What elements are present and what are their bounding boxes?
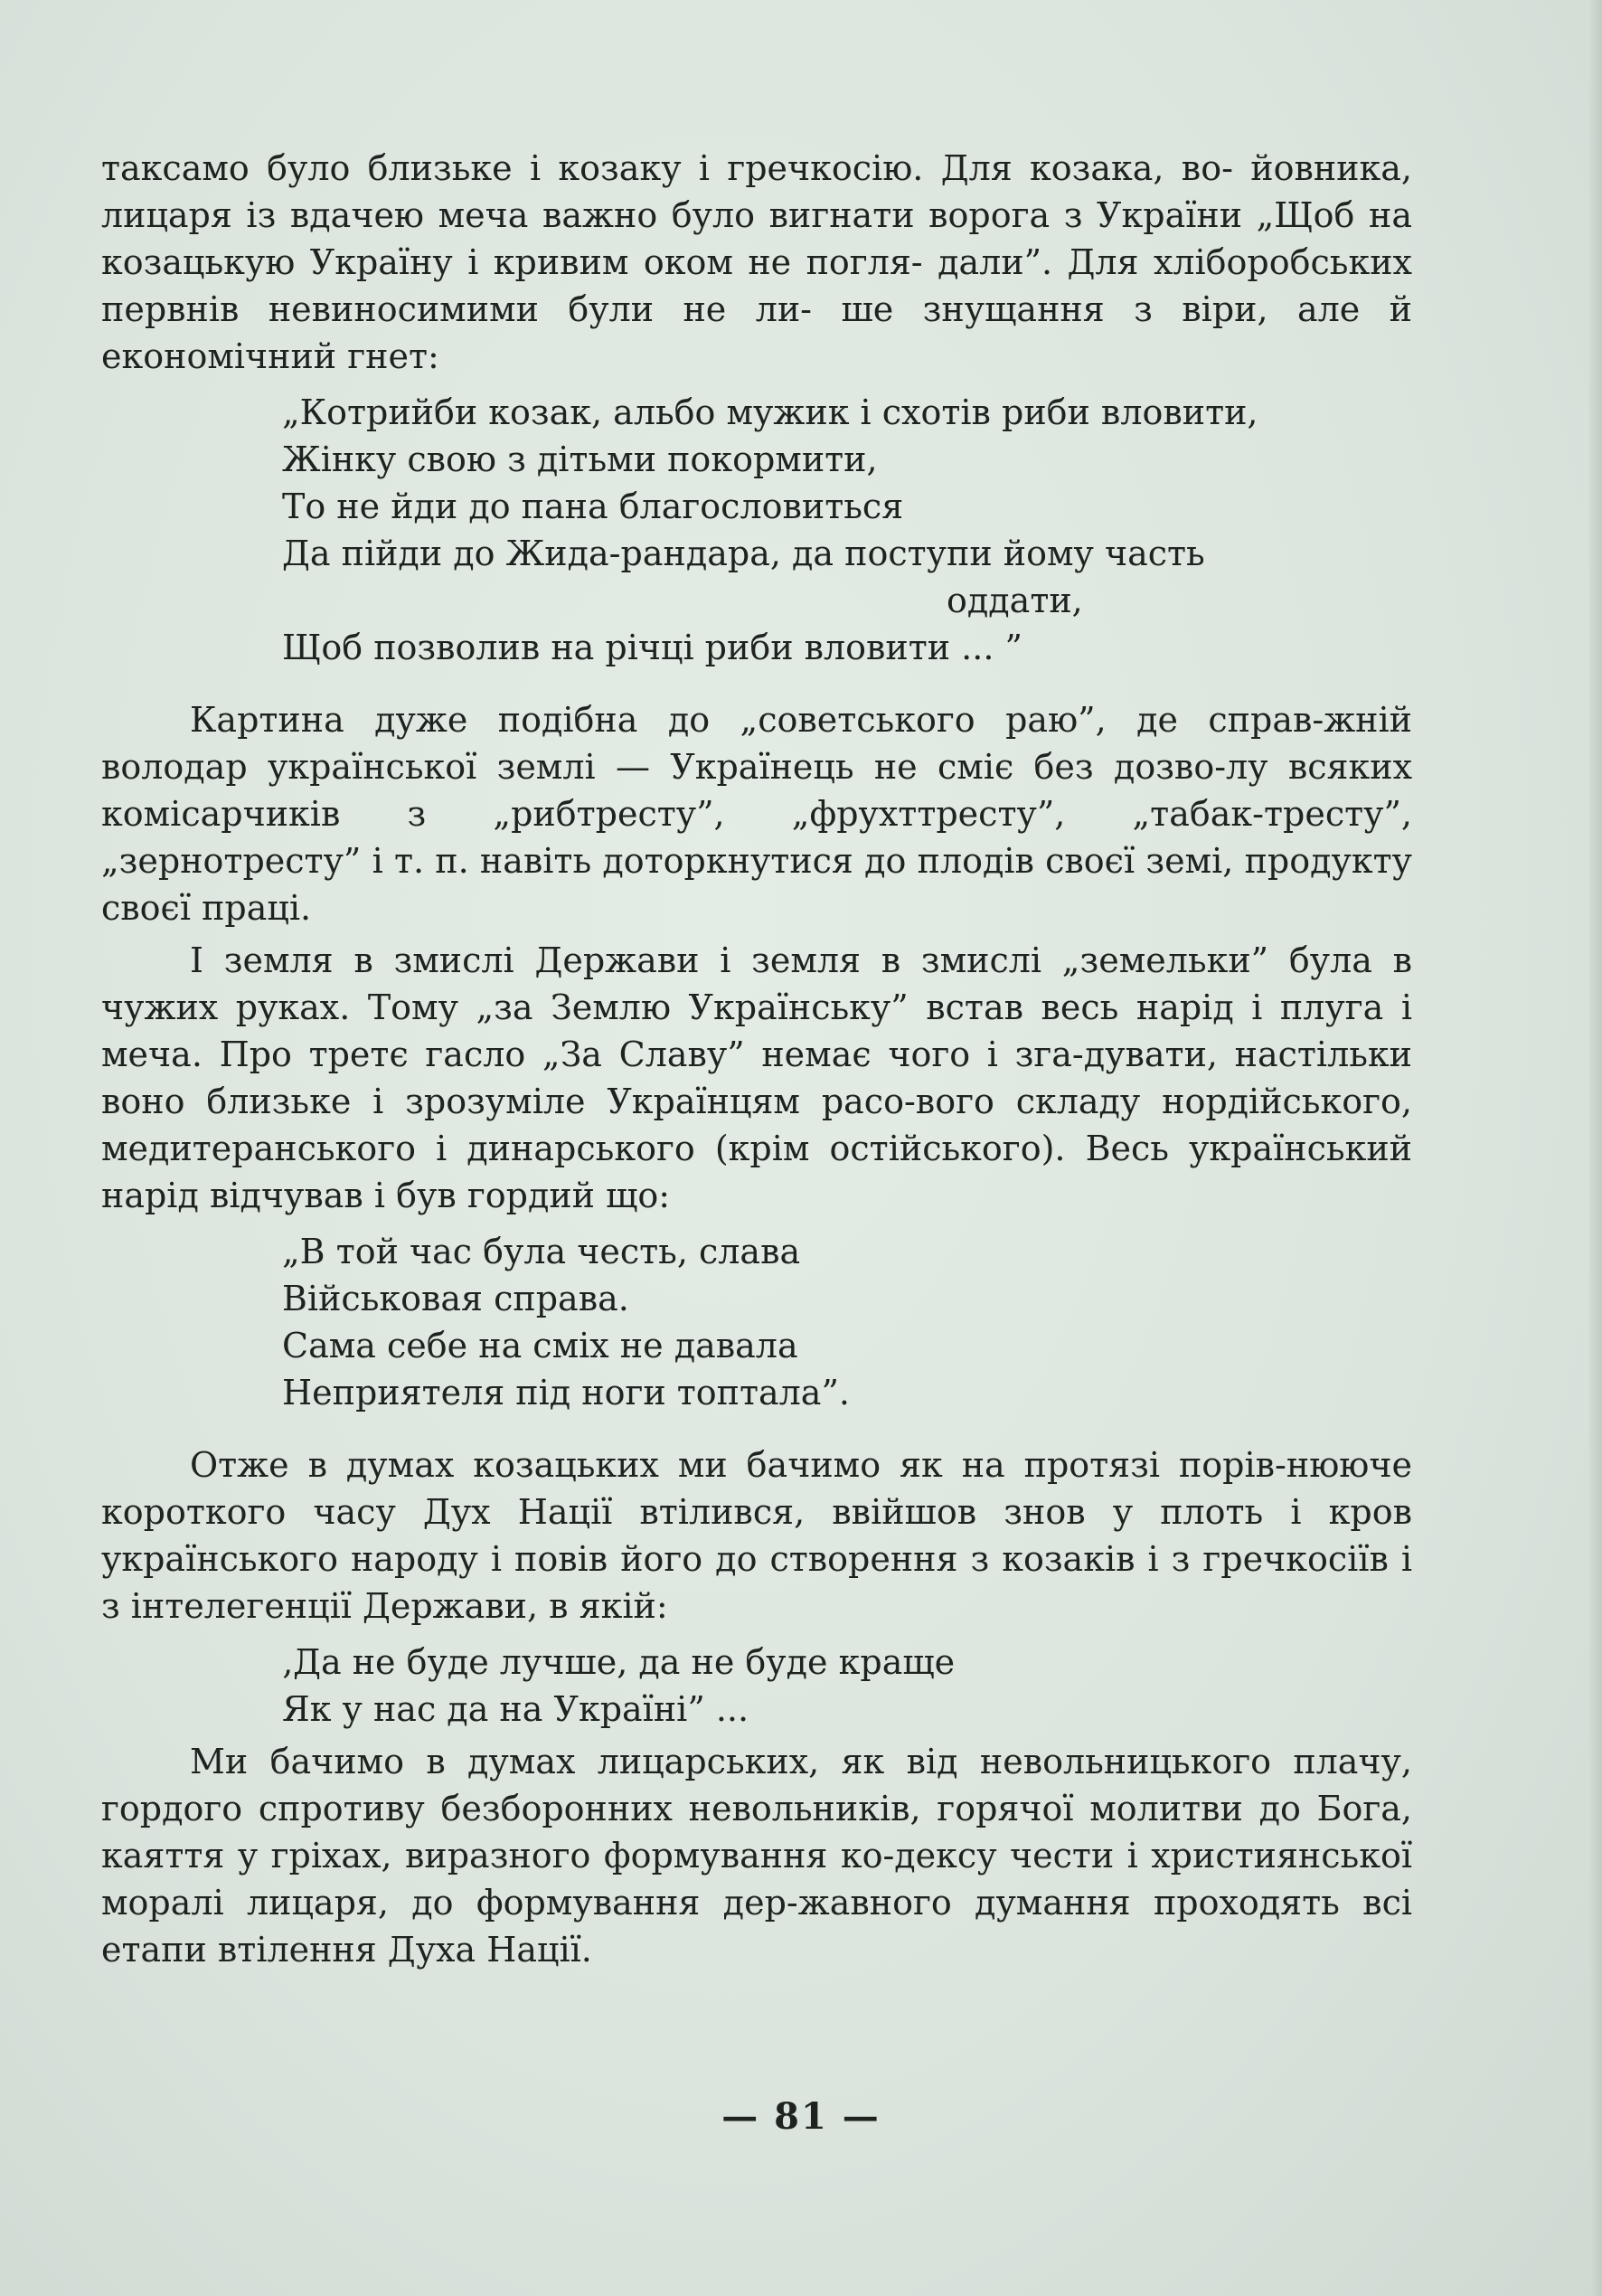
page-number: — 81 — (721, 2095, 881, 2138)
page-edge-shadow (1589, 0, 1602, 2296)
paragraph-1-line: України „Щоб на козацькую Україну і кривим оком не погля- (101, 195, 1412, 282)
text-column (101, 145, 1412, 1973)
paragraph-5: Ми бачимо в думах лицарських, як від невольницького плачу, гордого спротиву безборонних невольників, горячої молитви до Бога, каяття у гріхах, виразного формування ко-дексу чести і християнської моралі лицаря, до формування дер-жавного думання проходять всі етапи втілення Духа Нації. (101, 1742, 1412, 1970)
verse-line: Сама себе на сміх не давала (282, 1326, 798, 1365)
verse-block-3 (282, 1639, 1412, 1733)
verse-line: Жінку свою з дітьми покормити, (282, 439, 878, 479)
paragraph-1-line: таксамо було близьке і козаку і гречкосію. Для козака, во- (101, 148, 1233, 188)
verse-line: То не йди до пана благословиться (282, 487, 904, 526)
verse-line: Щоб позволив на річці риби вловити ... ” (282, 628, 1022, 667)
verse-line: Військовая справа. (282, 1279, 629, 1318)
paragraph-1-line: дали”. Для хліборобських первнів невиносимими були не ли- (101, 242, 1412, 329)
verse-line-continuation: оддати, (947, 581, 1083, 620)
verse-line: Неприятеля під ноги топтала”. (282, 1373, 850, 1413)
verse-block-2 (282, 1228, 1412, 1416)
verse-line: Да пійди до Жида-рандара, да поступи йому часть (282, 534, 1205, 573)
paragraph-2: Картина дуже подібна до „советського раю”, де справ-жній володар української землі — Українець не сміє без дозво-лу всяких комісарчиків з „рибтресту”, „фрухттресту”, „табак-тресту”, „зернотресту” і т. п. навіть доторкнутися до плодів своєї земі, продукту своєї праці. (101, 700, 1412, 928)
paragraph-3: І земля в змислі Держави і земля в змислі „земельки” була в чужих руках. Тому „за Землю Українську” встав весь нарід і плуга і меча. Про третє гасло „За Славу” немає чого і зга-дувати, настільки воно близьке і зрозуміле Українцям расо-вого складу нордійського, медитеранського і динарського (крім остійського). Весь український нарід відчував і був гордий що: (101, 940, 1412, 1215)
paragraph-1-line: йовника, лицаря із вдачею меча важно було вигнати ворога з (101, 148, 1412, 235)
verse-line: Як у нас да на Україні” ... (282, 1689, 749, 1729)
paragraph-1 (101, 145, 1412, 380)
paragraph-4: Отже в думах козацьких ми бачимо як на протязі порів-нююче короткого часу Дух Нації втілився, ввійшов знов у плоть і кров українського народу і повів його до створення з козаків і з гречкосіїв і з інтелегенції Держави, в якій: (101, 1445, 1412, 1626)
verse-line: „В той час була честь, слава (282, 1232, 801, 1271)
verse-line: ‚Да не буде лучше, да не буде краще (282, 1642, 956, 1682)
paragraph-1-line: ше знущання з віри, але й економічний гнет: (101, 289, 1412, 376)
verse-line: „Котрийби козак, альбо мужик і схотів риби вловити, (282, 392, 1258, 432)
verse-block-1 (282, 389, 1412, 671)
